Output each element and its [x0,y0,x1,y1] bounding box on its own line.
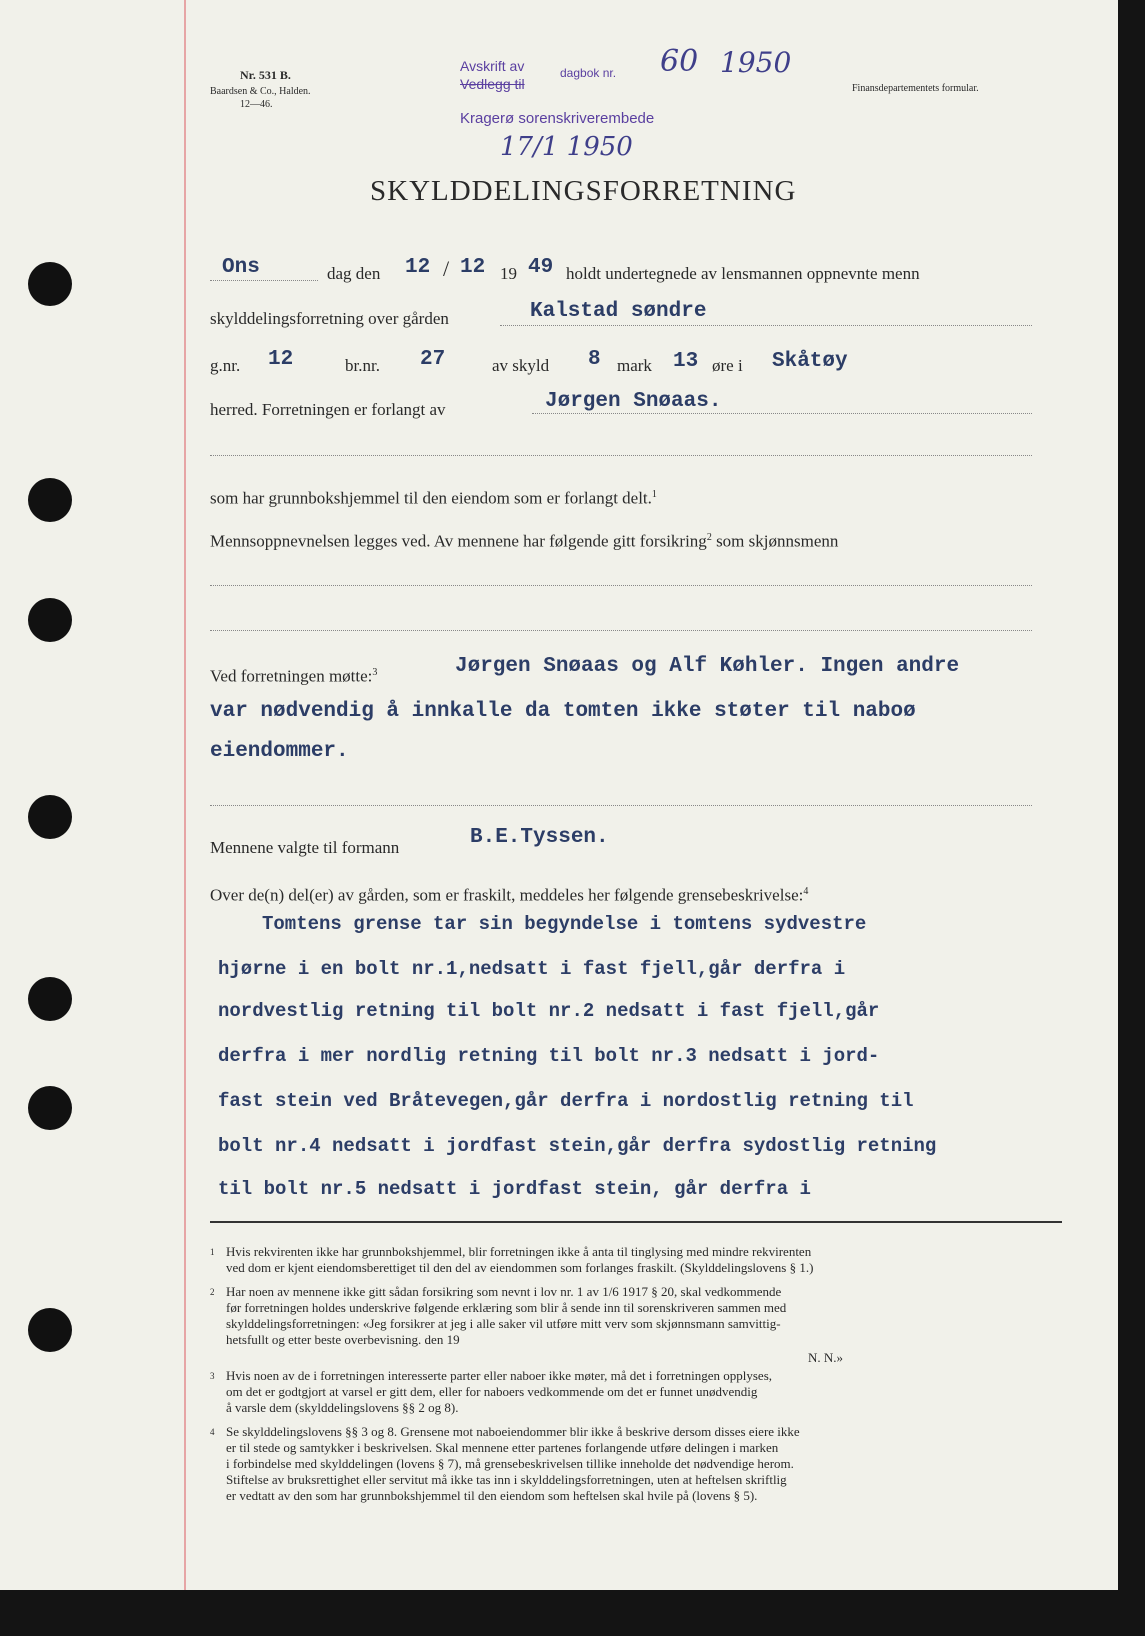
label-formann: Mennene valgte til formann [210,838,400,857]
label-brnr: br.nr. [345,356,380,375]
margin-line [184,0,186,1590]
label-mennsoppnevnelse: Mennsoppnevnelsen legges ved. Av mennene har følgende gitt forsikring$^2$ som skjønnsmenn [210,531,839,551]
boundary-line: derfra i mer nordlig retning til bolt nr.3 nedsatt i jord- [218,1045,880,1067]
date-day: 12 [405,256,431,279]
punch-hole [28,598,72,642]
ministry-form-label: Finansdepartementets formular. [852,83,979,94]
punch-hole [28,262,72,306]
chairman-name: B.E.Tyssen. [470,826,609,849]
label-av-skyld: av skyld [492,356,550,375]
boundary-line: Tomtens grense tar sin begyndelse i tomtens sydvestre [262,913,867,935]
date-month: 12 [460,256,486,279]
punch-hole [28,478,72,522]
label-dag-den: dag den [327,264,381,283]
label-motte: Ved forretningen møtte:$^3$ [210,666,378,686]
label-gnr: g.nr. [210,356,241,375]
attendees-line: Jørgen Snøaas og Alf Køhler. Ingen andre [455,655,960,678]
dotted-line [210,630,1032,631]
boundary-line: bolt nr.4 nedsatt i jordfast stein,går derfra sydostlig retning [218,1135,937,1157]
punch-hole [28,1086,72,1130]
stamp-office: Kragerø sorenskriverembede [460,110,655,127]
label-grunnbok: som har grunnbokshjemmel til den eiendom som er forlangt delt.$^1$ [210,488,657,508]
footnote-1: 1 Hvis rekvirenten ikke har grunnbokshjemmel, blir forretningen ikke å anta til tinglysing med mindre rekvirenten ved dom er kjent eiendomsberettiget til den del av eiendommen som forlanges fraskilt. (Skylddelingslovens § 1.) [210,1244,814,1275]
dagbok-number: 60 [660,44,699,79]
label-19: 19 [500,264,517,283]
boundary-line: til bolt nr.5 nedsatt i jordfast stein, går derfra i [218,1178,811,1200]
handwritten-date: 17/1 1950 [500,132,633,162]
date-separator: / [443,256,450,281]
stamp-avskrift: Avskrift av [460,58,525,74]
dotted-line [210,585,1032,586]
label-mark: mark [617,356,652,375]
attendees-line: var nødvendig å innkalle da tomten ikke støter til naboø [210,700,916,723]
publisher: Baardsen & Co., Halden. [210,86,311,97]
boundary-line: nordvestlig retning til bolt nr.2 nedsatt i fast fjell,går [218,1000,880,1022]
dotted-line [500,325,1032,326]
gnr-value: 12 [268,348,294,371]
footnote-divider [210,1221,1062,1223]
requested-by: Jørgen Snøaas. [545,390,722,413]
stamp-vedlegg: Vedlegg til [460,76,525,92]
punch-hole [28,795,72,839]
dotted-line [210,805,1032,806]
date-year: 49 [528,256,554,279]
dagbok-year: 1950 [720,46,792,79]
footnote-signature: N. N.» [808,1350,844,1365]
footnote-4: 4 Se skylddelingslovens §§ 3 og 8. Grensene mot naboeiendommer blir ikke å beskrive dersom disses eiere ikke er til stede og samtykker i beskrivelsen. Skal mennene etter partenes forlangende utføre delingen i marken i forbindelse med skylddelingen (lovens § 7), må grensebeskrivelsen tillike inneholde det nødvendige herom. Stiftelse av bruksrettighet eller servitut må ikke tas inn i skylddelingsforretningen, uten at heftelsen skriftlig er vedtatt av den som har grunnbokshjemmel til den eiendom som heftelsen skal hvile på (lovens § 5). [210,1424,800,1503]
dotted-line [532,413,1032,414]
punch-hole [28,1308,72,1352]
weekday-value: Ons [222,256,260,279]
brnr-value: 27 [420,348,446,371]
municipality: Skåtøy [772,350,848,373]
punch-hole [28,977,72,1021]
dotted-line [210,455,1032,456]
label-ore-i: øre i [712,356,743,375]
farm-name: Kalstad søndre [530,300,707,323]
boundary-line: hjørne i en bolt nr.1,nedsatt i fast fjell,går derfra i [218,958,846,980]
skyld-mark: 8 [588,348,601,371]
label-herred: herred. Forretningen er forlangt av [210,400,446,419]
footnote-2: 2 Har noen av mennene ikke gitt sådan forsikring som nevnt i lov nr. 1 av 1/6 1917 § 20, skal vedkommende før forretningen holdes underskrive følgende erklæring som blir å sende inn til sorenskriveren sammen med skylddelingsforretningen: «Jeg forsikrer at jeg i alle saker vil utføre mitt verv som skjønnsmann samvittig- hetsfullt og etter beste overbevisning. den 19 [210,1284,787,1347]
label-forretning-over: skylddelingsforretning over gården [210,309,449,328]
label-holdt: holdt undertegnede av lensmannen oppnevnte menn [566,264,920,283]
footnote-3: 3 Hvis noen av de i forretningen interesserte parter eller naboer ikke møter, må det i forretningen opplyses, om det er godtgjort at varsel er gitt dem, eller for naboers vedkommende om det er funnet unødvendig å varsle dem (skylddelingslovens §§ 2 og 8). [210,1368,773,1415]
form-number: Nr. 531 B. [240,68,291,82]
stamp-dagbok: dagbok nr. [560,66,617,80]
dotted-line [210,280,318,281]
edition: 12—46. [240,99,273,110]
label-grensebeskrivelse: Over de(n) del(er) av gården, som er fraskilt, meddeles her følgende grensebeskrivelse:$^4$ [210,885,809,905]
boundary-line: fast stein ved Bråtevegen,går derfra i nordostlig retning til [218,1090,914,1112]
document-title: SKYLDDELINGSFORRETNING [370,175,797,207]
attendees-line: eiendommer. [210,740,349,763]
skyld-ore: 13 [673,350,699,373]
